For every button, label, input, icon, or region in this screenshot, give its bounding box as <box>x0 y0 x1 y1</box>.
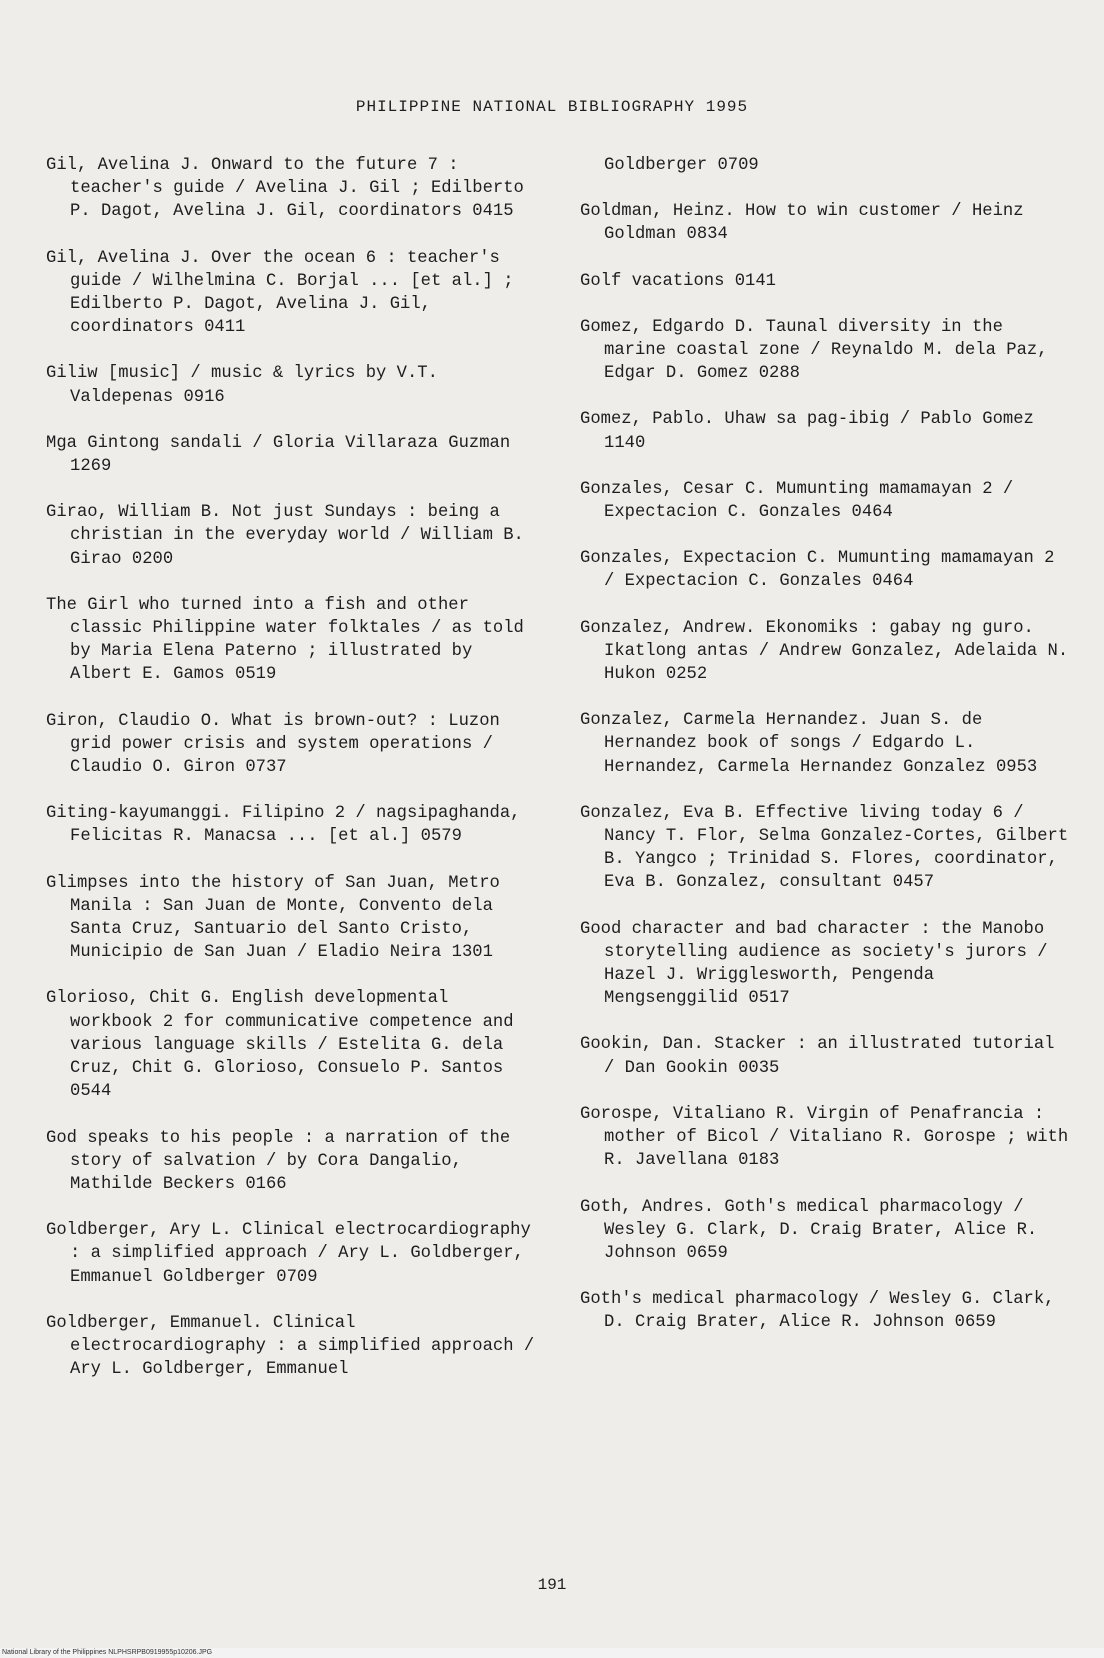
bib-entry: Gookin, Dan. Stacker : an illustrated tutorial / Dan Gookin 0035 <box>580 1035 1065 1078</box>
bib-entry: God speaks to his people : a narration of the story of salvation / by Cora Dangalio, Mathilde Beckers 0166 <box>46 1128 521 1194</box>
bib-entry-continuation: Goldberger 0709 <box>604 156 759 175</box>
bib-entry: Goldberger, Ary L. Clinical electrocardiography : a simplified approach / Ary L. Goldberger, Emmanuel Goldberger 0709 <box>46 1221 542 1287</box>
bib-entry: Giliw [music] / music & lyrics by V.T. Valdepenas 0916 <box>46 364 449 407</box>
bib-entry: Giting-kayumanggi. Filipino 2 / nagsipaghanda, Felicitas R. Manacsa ... [et al.] 0579 <box>46 804 531 847</box>
bib-entry: Gonzalez, Eva B. Effective living today 6 / Nancy T. Flor, Selma Gonzalez-Cortes, Gilbert B. Yangco ; Trinidad S. Flores, coordinator, Eva B. Gonzalez, consultant 0457 <box>580 803 1079 893</box>
bib-entry: Gorospe, Vitaliano R. Virgin of Penafrancia : mother of Bicol / Vitaliano R. Gorospe ; with R. Javellana 0183 <box>580 1104 1079 1171</box>
bib-entry: Goth, Andres. Goth's medical pharmacology / Wesley G. Clark, D. Craig Brater, Alice R. Johnson 0659 <box>580 1197 1048 1263</box>
left-column <box>46 154 545 1404</box>
bib-entry: The Girl who turned into a fish and other classic Philippine water folktales / as told by Maria Elena Paterno ; illustrated by Albert E. Gamos 0519 <box>46 595 535 685</box>
bib-entry: Goth's medical pharmacology / Wesley G. Clark, D. Craig Brater, Alice R. Johnson 0659 <box>580 1290 1065 1333</box>
page-number: 191 <box>537 1576 567 1594</box>
bib-entry: Gomez, Pablo. Uhaw sa pag-ibig / Pablo Gomez 1140 <box>580 410 1045 453</box>
bib-entry: Gonzales, Expectacion C. Mumunting mamamayan 2 / Expectacion C. Gonzales 0464 <box>580 549 1065 592</box>
page-header: PHILIPPINE NATIONAL BIBLIOGRAPHY 1995 <box>355 98 749 116</box>
bib-entry: Gil, Avelina J. Over the ocean 6 : teacher's guide / Wilhelmina C. Borjal ... [et al.] ; Edilberto P. Dagot, Avelina J. Gil, coordinators 0411 <box>46 248 524 338</box>
bib-entry: Mga Gintong sandali / Gloria Villaraza Guzman 1269 <box>46 433 521 477</box>
bib-entry: Girao, William B. Not just Sundays : being a christian in the everyday world / William B. Girao 0200 <box>46 503 535 569</box>
bib-entry: Glimpses into the history of San Juan, Metro Manila : San Juan de Monte, Convento dela Santa Cruz, Santuario del Santo Cristo, Municipio de San Juan / Eladio Neira 1301 <box>46 873 511 963</box>
bib-entry: Goldberger, Emmanuel. Clinical electrocardiography : a simplified approach / Ary L. Goldberger, Emmanuel <box>46 1313 545 1380</box>
right-column <box>580 154 1079 1358</box>
bib-entry: Golf vacations 0141 <box>580 271 776 291</box>
bib-entry: Gomez, Edgardo D. Taunal diversity in the marine coastal zone / Reynaldo M. dela Paz, Edgar D. Gomez 0288 <box>580 317 1058 384</box>
bib-entry: Giron, Claudio O. What is brown-out? : Luzon grid power crisis and system operations / Claudio O. Giron 0737 <box>46 711 511 778</box>
scan-footer: National Library of the Philippines NLPHSRPB0919955p10206.JPG <box>0 1648 1104 1658</box>
bib-entry: Gonzalez, Carmela Hernandez. Juan S. de Hernandez book of songs / Edgardo L. Hernandez, Carmela Hernandez Gonzalez 0953 <box>580 711 1038 777</box>
bib-entry: Good character and bad character : the Manobo storytelling audience as society's jurors / Hazel J. Wrigglesworth, Pengenda Mengsenggilid 0517 <box>580 919 1058 1009</box>
bib-entry: Gil, Avelina J. Onward to the future 7 : teacher's guide / Avelina J. Gil ; Edilberto P. Dagot, Avelina J. Gil, coordinators 0415 <box>46 156 535 222</box>
bib-entry: Gonzalez, Andrew. Ekonomiks : gabay ng guro. Ikatlong antas / Andrew Gonzalez, Adelaida N. Hukon 0252 <box>580 618 1079 685</box>
bib-entry: Glorioso, Chit G. English developmental workbook 2 for communicative competence and various language skills / Estelita G. dela Cruz, Chit G. Glorioso, Consuelo P. Santos 0544 <box>46 989 524 1102</box>
bib-entry: Goldman, Heinz. How to win customer / Heinz Goldman 0834 <box>580 202 1034 245</box>
bib-entry: Gonzales, Cesar C. Mumunting mamamayan 2 / Expectacion C. Gonzales 0464 <box>580 479 1024 523</box>
